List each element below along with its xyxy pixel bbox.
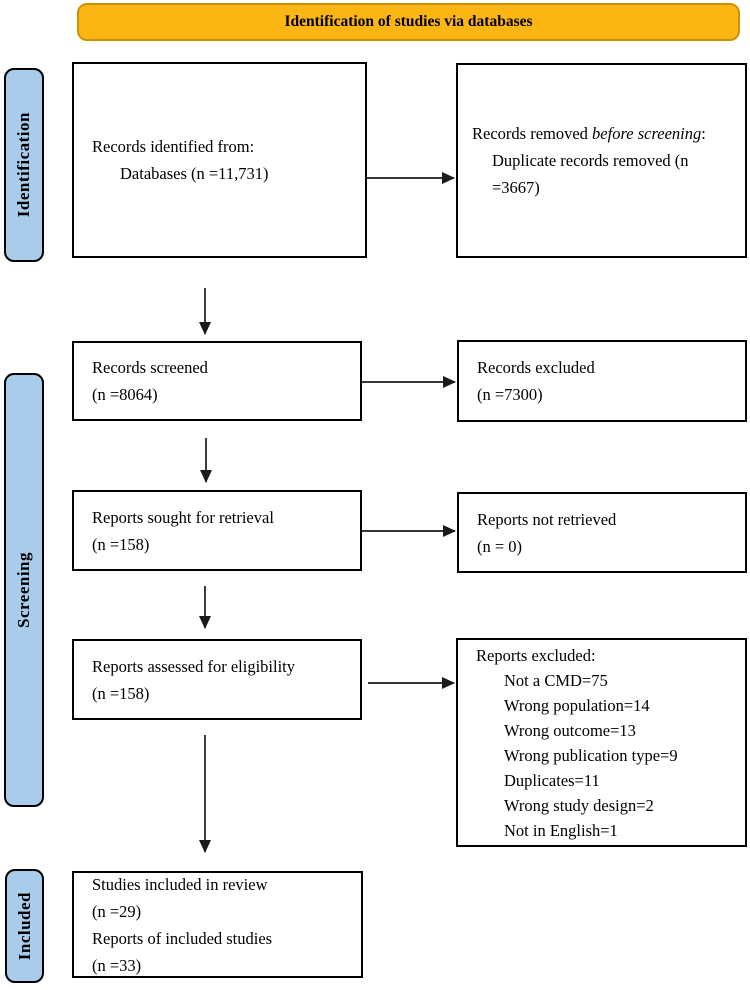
records-screened-line2: (n =8064) bbox=[92, 385, 158, 404]
box-reports-excluded bbox=[456, 638, 747, 847]
studies-included-line2: (n =29) bbox=[92, 901, 142, 921]
box-reports-sought bbox=[72, 490, 362, 571]
reports-not-retrieved-line1: Reports not retrieved bbox=[477, 509, 617, 529]
phase-screening-text: Screening bbox=[14, 552, 33, 628]
records-removed-line1: Records removed before screening: bbox=[472, 124, 706, 143]
box-studies-included bbox=[72, 871, 363, 978]
records-screened-line1: Records screened bbox=[92, 358, 208, 377]
reports-sought-line1: Reports sought for retrieval bbox=[92, 507, 274, 527]
records-removed-italic: before screening bbox=[592, 124, 702, 143]
reports-assessed-line2: (n =158) bbox=[92, 683, 150, 703]
records-removed-line3: =3667) bbox=[492, 178, 540, 197]
phase-included-text: Included bbox=[14, 891, 34, 961]
records-identified-line2: Databases (n =11,731) bbox=[120, 164, 269, 183]
phase-identification-text: Identification bbox=[14, 112, 33, 218]
studies-included-line3: Reports of included studies bbox=[92, 928, 273, 948]
phase-label-included bbox=[5, 869, 44, 983]
exclusion-reason: Wrong publication type=9 bbox=[504, 745, 678, 765]
reports-not-retrieved-line2: (n = 0) bbox=[477, 536, 523, 556]
reports-sought-line2: (n =158) bbox=[92, 534, 150, 554]
box-records-excluded bbox=[457, 340, 747, 422]
records-excluded-line2: (n =7300) bbox=[477, 385, 543, 404]
box-records-identified bbox=[72, 62, 367, 258]
box-records-removed-before-screening bbox=[456, 63, 747, 258]
banner-identification-via-databases bbox=[77, 3, 740, 41]
exclusion-reason: Wrong population=14 bbox=[504, 695, 650, 715]
records-removed-line2: Duplicate records removed (n bbox=[492, 151, 689, 170]
banner-label: Identification of studies via databases bbox=[284, 13, 533, 30]
exclusion-reason: Wrong study design=2 bbox=[504, 795, 654, 815]
reports-assessed-line1: Reports assessed for eligibility bbox=[92, 656, 296, 676]
box-records-screened bbox=[72, 341, 362, 421]
box-reports-not-retrieved bbox=[457, 492, 747, 573]
box-reports-assessed bbox=[72, 639, 362, 720]
phase-label-screening bbox=[4, 373, 44, 807]
exclusion-reason: Not in English=1 bbox=[504, 820, 618, 840]
exclusion-reason: Duplicates=11 bbox=[504, 770, 600, 790]
reports-excluded-title: Reports excluded: bbox=[476, 645, 596, 665]
phase-label-identification bbox=[4, 68, 44, 262]
studies-included-line1: Studies included in review bbox=[92, 874, 268, 894]
records-excluded-line1: Records excluded bbox=[477, 358, 595, 377]
studies-included-line4: (n =33) bbox=[92, 955, 142, 975]
exclusion-reason: Wrong outcome=13 bbox=[504, 720, 636, 740]
records-identified-line1: Records identified from: bbox=[92, 137, 255, 156]
exclusion-reason: Not a CMD=75 bbox=[504, 670, 608, 690]
